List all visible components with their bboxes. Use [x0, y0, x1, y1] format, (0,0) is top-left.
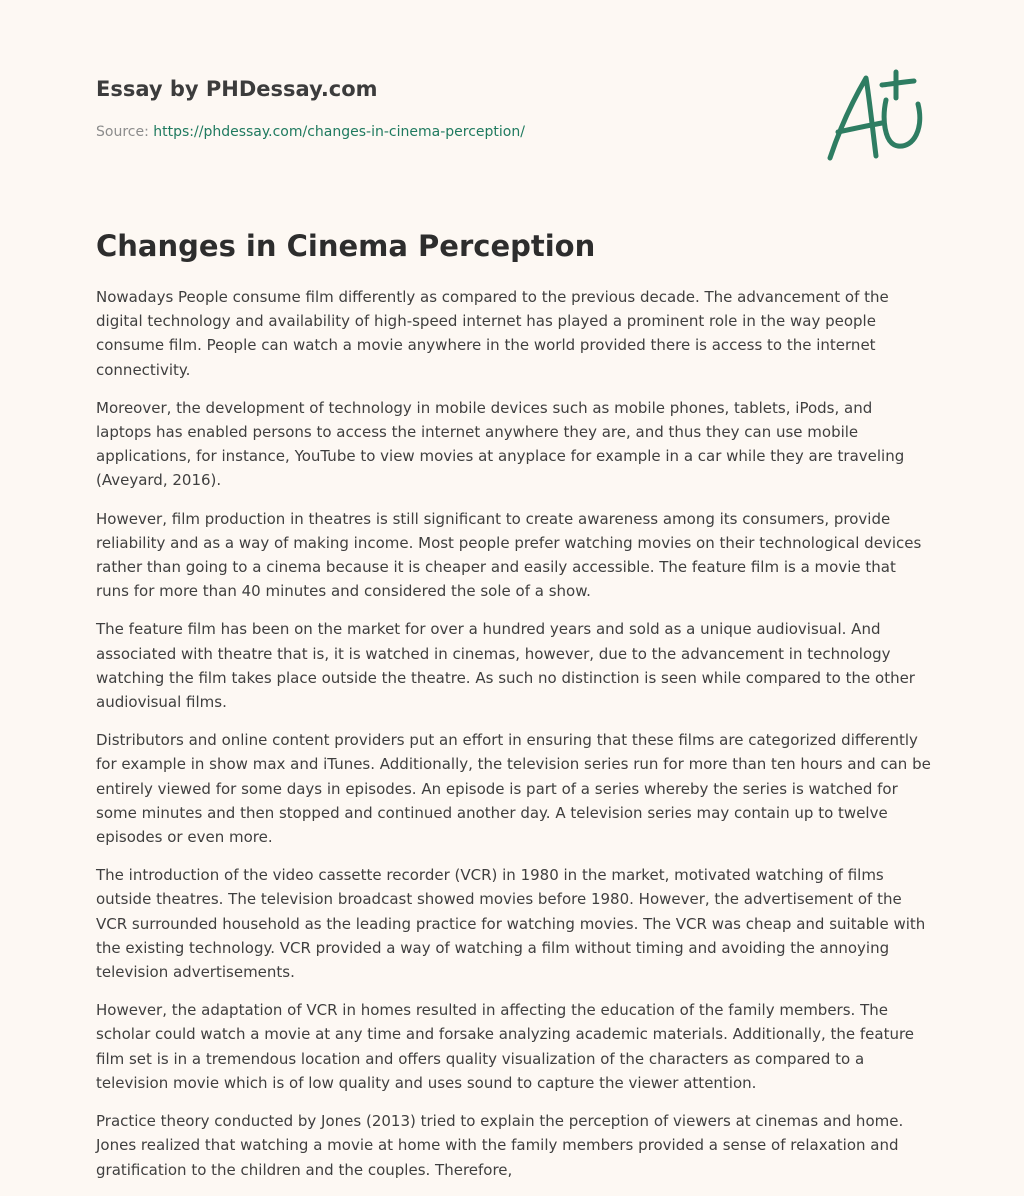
source-label: Source: [96, 124, 154, 140]
essay-paragraph: However, the adaptation of VCR in homes resulted in affecting the education of the family members. The scholar could watch a movie at any time and forsake analyzing academic materials. Additionally, the feature film set is in a tremendous location and offers quality visualization of the characters as compared to a television movie which is of low quality and uses sound to capture the viewer attention. [96, 1001, 915, 1092]
essay-paragraph: Moreover, the development of technology in mobile devices such as mobile phones, tablets, iPods, and laptops has enabled persons to access the internet anywhere they are, and thus they can use mobile applications, for instance, YouTube to view movies at anyplace for example in a car while they are traveling (Aveyard, 2016). [96, 398, 905, 490]
essay-header [96, 74, 796, 142]
essay-paragraph: Nowadays People consume film differently as compared to the previous decade. The advancement of the digital technology and availability of high-speed internet has played a prominent role in the way people consume film. People can watch a movie anywhere in the world provided there is access to the internet connectivity. [96, 288, 889, 379]
essay-paragraph: Practice theory conducted by Jones (2013) tried to explain the perception of viewers at cinemas and home. Jones realized that watching a movie at home with the family members provided a sense of relaxation and gratification to the children and the couples. Therefore, [96, 1112, 904, 1179]
source-link[interactable]: https://phdessay.com/changes-in-cinema-perception/ [153, 124, 525, 140]
essay-body [96, 285, 932, 1196]
source-line [96, 122, 796, 142]
essay-paragraph: The feature film has been on the market for over a hundred years and sold as a unique audiovisual. And associated with theatre that is, it is watched in cinemas, however, due to the advancement in technology watching the film takes place outside the theatre. As such no distinction is seen while compared to the other audiovisual films. [96, 620, 915, 712]
a-plus-grade-icon [822, 66, 930, 166]
essay-paragraph: Distributors and online content providers put an effort in ensuring that these films are categorized differently for example in show max and iTunes. Additionally, the television series run for more than ten hours and can be entirely viewed for some days in episodes. An episode is part of a series whereby the series is watched for some minutes and then stopped and continued another day. A television series may contain up to twelve episodes or even more. [96, 731, 931, 847]
essay-paragraph: However, film production in theatres is still significant to create awareness among its consumers, provide reliability and as a way of making income. Most people prefer watching movies on their technological devices rather than going to a cinema because it is cheaper and easily accessible. The feature film is a movie that runs for more than 40 minutes and considered the sole of a show. [96, 509, 922, 601]
essay-title: Changes in Cinema Perception [96, 229, 596, 263]
essay-paragraph: The introduction of the video cassette recorder (VCR) in 1980 in the market, motivated watching of films outside theatres. The television broadcast showed movies before 1980. However, the advertisement of the VCR surrounded household as the leading practice for watching movies. The VCR was cheap and suitable with the existing technology. VCR provided a way of watching a film without timing and avoiding the annoying television advertisements. [96, 866, 926, 982]
site-brand: Essay by PHDessay.com [96, 77, 378, 101]
